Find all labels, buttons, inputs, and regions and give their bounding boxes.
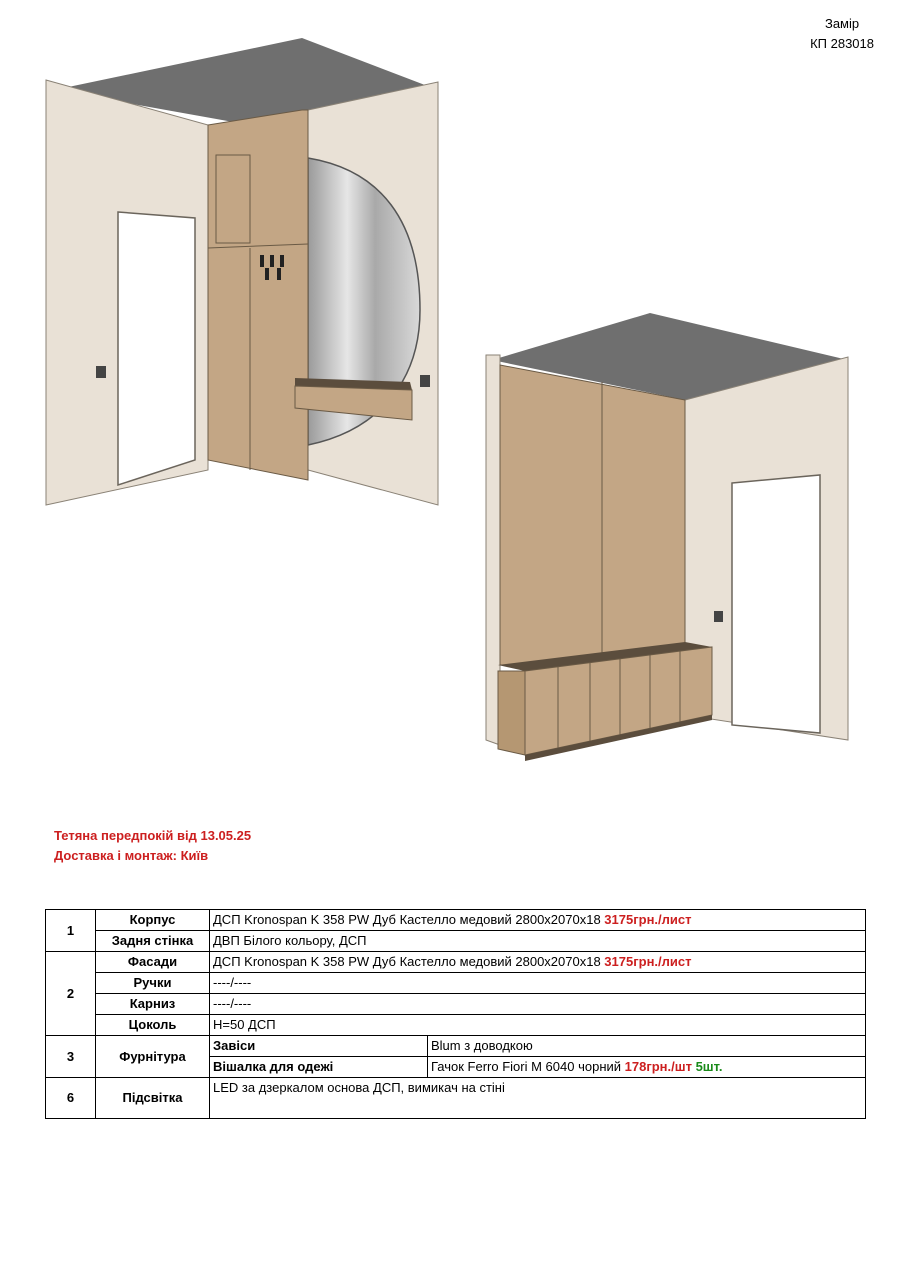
coat-hook-icon [270,255,274,267]
render-mirror-view [40,30,450,510]
row-label: Корпус [96,910,210,931]
coat-hook-icon [280,255,284,267]
doorway [118,212,195,485]
quantity: 5шт. [691,1059,723,1074]
coat-hook-icon [277,268,281,280]
row-value: LED за дзеркалом основа ДСП, вимикач на стіні [210,1078,866,1119]
coat-hook-icon [265,268,269,280]
row-label: Карниз [96,994,210,1015]
row-value: ДСП Kronospan K 358 PW Дуб Кастелло медовий 2800x2070x18 3175грн./лист [210,952,866,973]
header-line-1: Замір [824,16,860,31]
project-info [54,826,251,866]
table-row [46,952,866,973]
delivery-info: Доставка і монтаж: Київ [54,848,209,863]
render-wardrobe-view [480,305,860,765]
row-label: Фасади [96,952,210,973]
price: 3175грн./лист [604,954,692,969]
table-row [46,994,866,1015]
row-label: Цоколь [96,1015,210,1036]
price: 178грн./шт [624,1059,692,1074]
header-line-2: КП 283018 [810,36,874,51]
project-title: Тетяна передпокій від 13.05.25 [54,828,252,843]
price: 3175грн./лист [604,912,692,927]
row-label: Ручки [96,973,210,994]
table-row [46,1015,866,1036]
coat-hook-icon [260,255,264,267]
item-value: Гачок Ferro Fiori M 6040 чорний 178грн./шт 5шт. [428,1057,866,1078]
row-value: ----/---- [210,973,866,994]
row-value: H=50 ДСП [210,1015,866,1036]
measurement-header [810,14,874,54]
row-number: 1 [46,910,96,952]
table-row [46,1078,866,1119]
switch-icon [96,366,106,378]
wood-column [208,110,308,480]
bench-side [498,671,525,755]
row-label: Задня стінка [96,931,210,952]
table-row [46,1036,866,1057]
row-label: Підсвітка [96,1078,210,1119]
switch-icon [714,611,723,622]
doorway [732,475,820,733]
item-name: Вішалка для одежі [210,1057,428,1078]
table-row [46,910,866,931]
table-row [46,931,866,952]
row-value: ДСП Kronospan K 358 PW Дуб Кастелло медовий 2800x2070x18 3175грн./лист [210,910,866,931]
spec-table [45,909,866,1119]
row-number: 3 [46,1036,96,1078]
wardrobe [500,365,685,665]
item-name: Завіси [210,1036,428,1057]
item-value: Blum з доводкою [428,1036,866,1057]
row-number: 6 [46,1078,96,1119]
row-value: ----/---- [210,994,866,1015]
row-value: ДВП Білого кольору, ДСП [210,931,866,952]
table-row [46,973,866,994]
row-number: 2 [46,952,96,1036]
switch-icon [420,375,430,387]
row-label: Фурнітура [96,1036,210,1078]
